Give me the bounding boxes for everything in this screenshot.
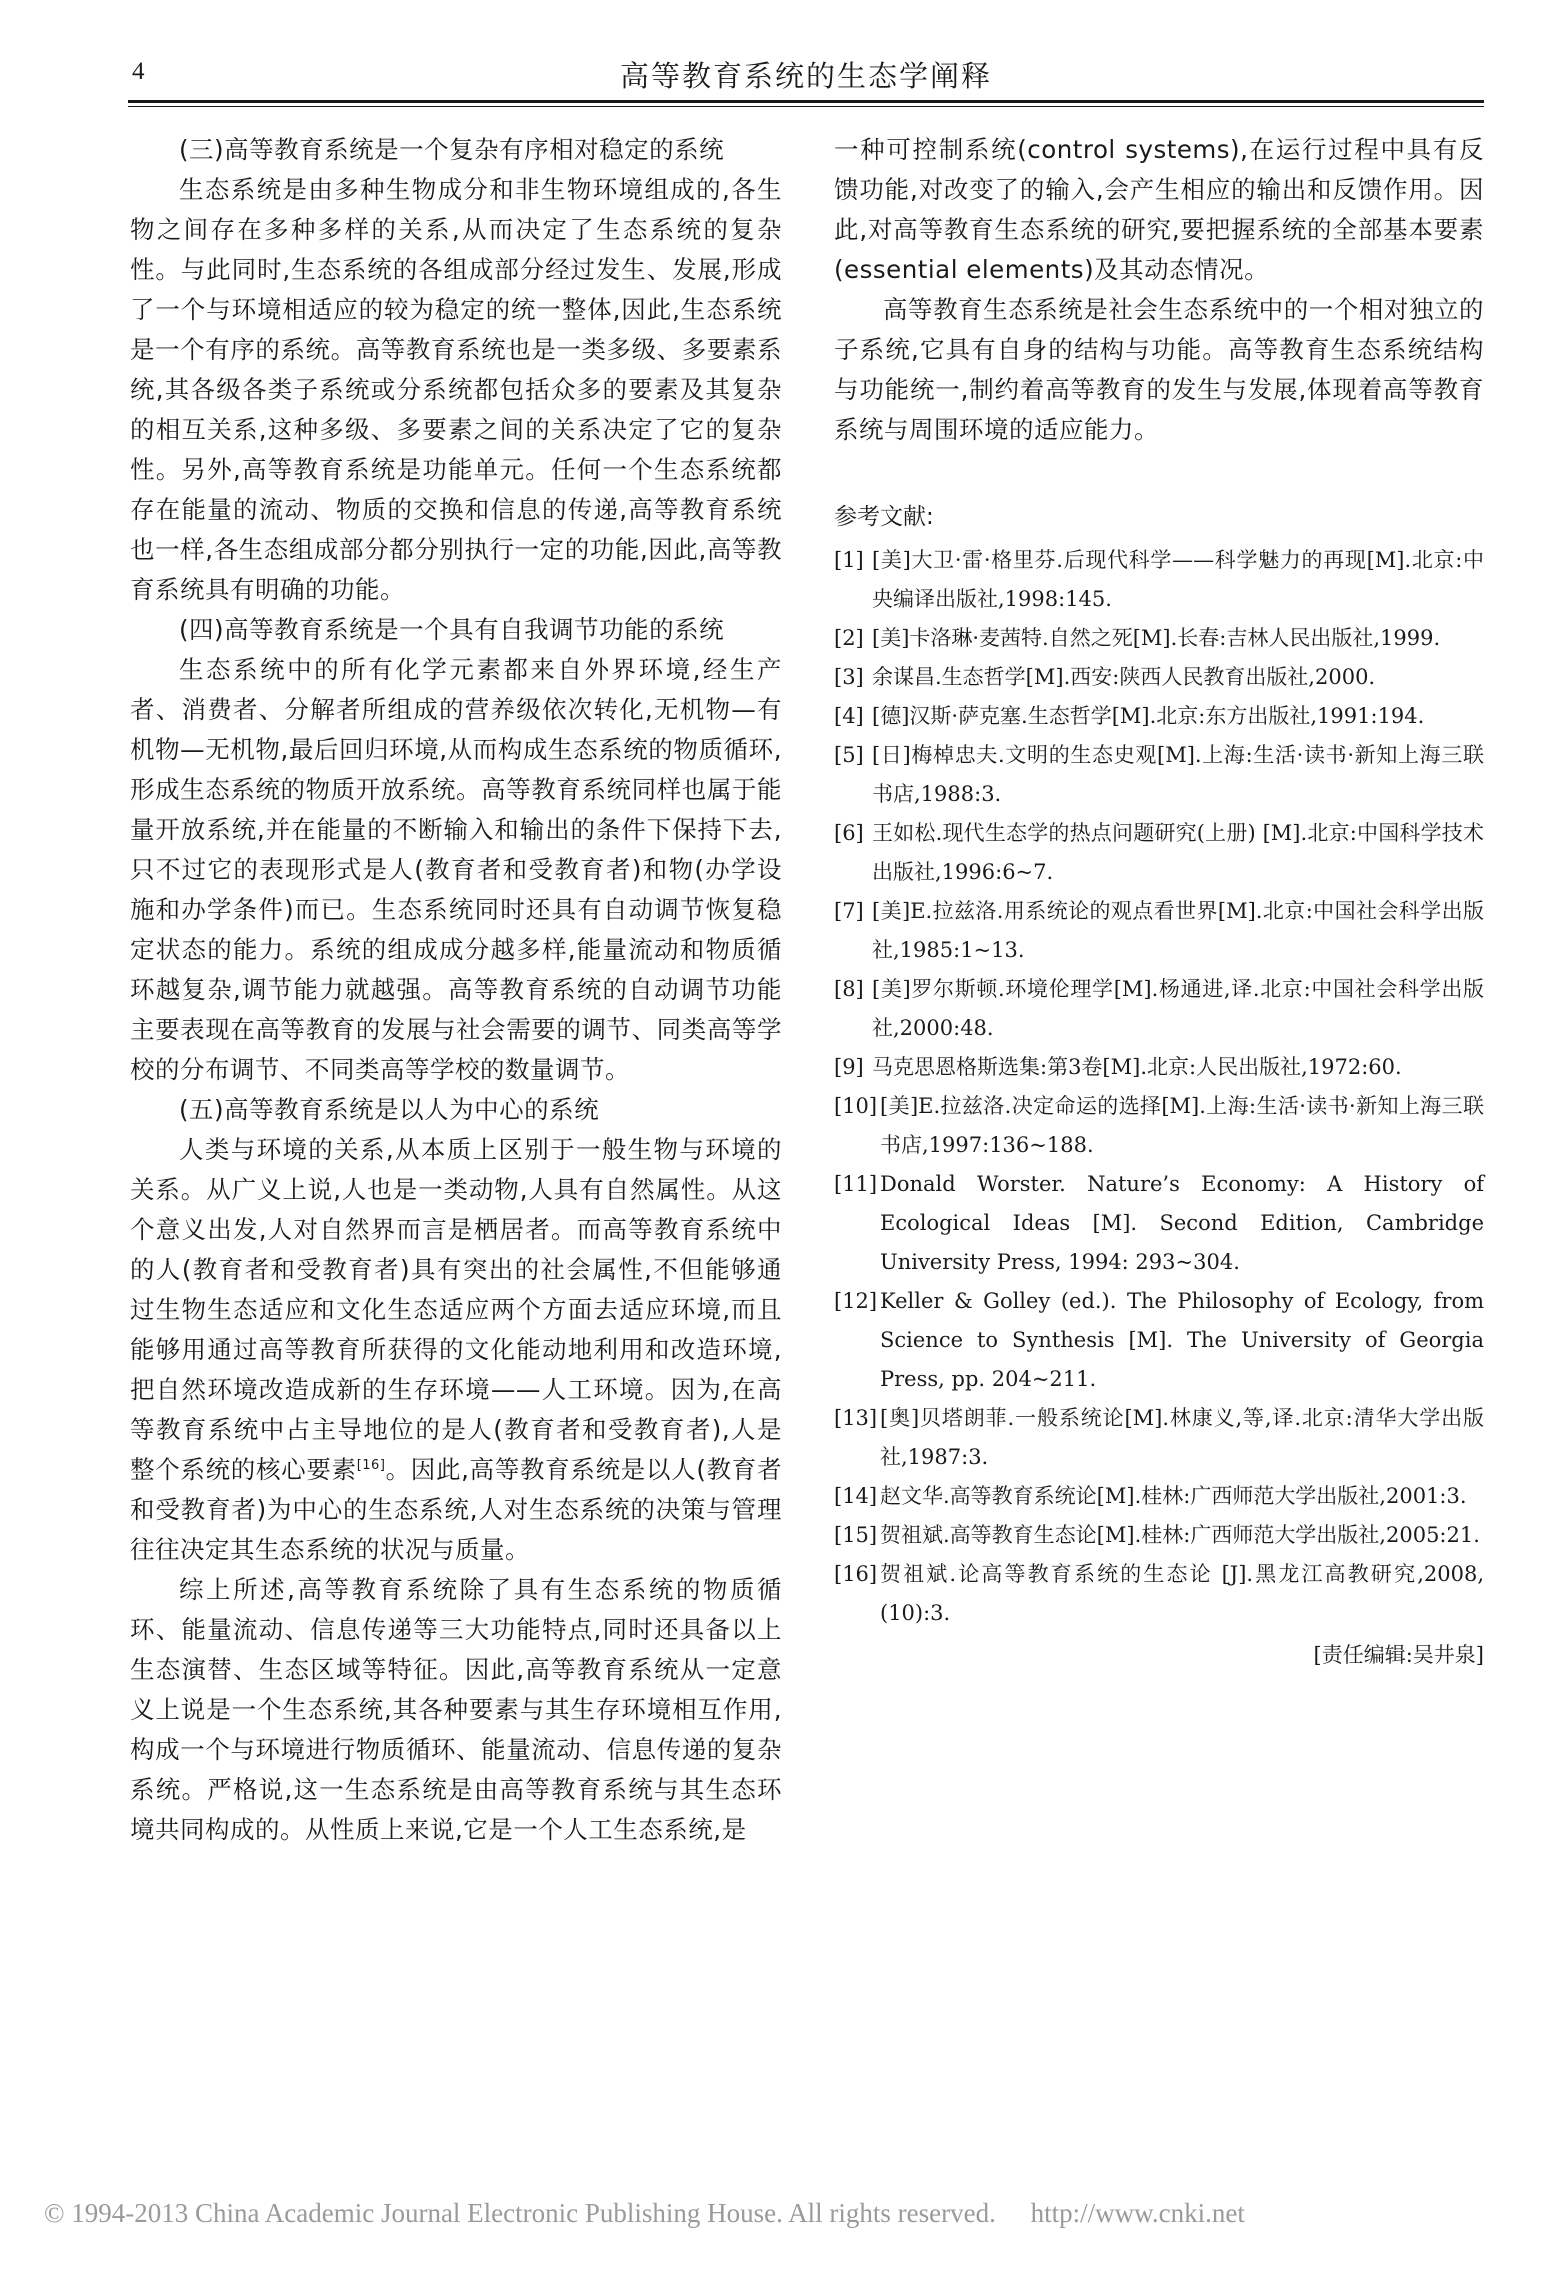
reference-item: [834, 697, 1484, 736]
reference-item: [834, 814, 1484, 892]
left-column: [130, 130, 782, 1850]
reference-text: [美]大卫·雷·格里芬.后现代科学——科学魅力的再现[M].北京:中央编译出版社,1998:145.: [872, 548, 1484, 611]
reference-item: [834, 1282, 1484, 1399]
reference-number: [3]: [834, 665, 864, 689]
reference-number: [14]: [834, 1484, 878, 1508]
reference-text: [美]E.拉兹洛.用系统论的观点看世界[M].北京:中国社会科学出版社,1985:1~13.: [872, 899, 1484, 962]
section-5-text-b: 。因此,高等教育系统是以人(教育者和受教育者)为中心的生态系统,人对生态系统的决策与管理往往决定其生态系统的状况与质量。: [130, 1455, 782, 1564]
copyright-footer: [44, 2198, 1245, 2229]
section-5-paragraph: [130, 1130, 782, 1570]
footer-url-link[interactable]: http://www.cnki.net: [1030, 2198, 1245, 2228]
page-number: 4: [132, 58, 145, 85]
reference-item: [834, 1516, 1484, 1555]
reference-number: [10]: [834, 1094, 878, 1118]
citation-marker[interactable]: [16]: [356, 1457, 386, 1473]
reference-number: [6]: [834, 821, 864, 845]
reference-text: Keller & Golley (ed.). The Philosophy of Ecology, from Science to Synthesis [M]. The University of Georgia Press, pp. 204~211.: [880, 1289, 1484, 1391]
reference-item: [834, 736, 1484, 814]
reference-text: [美]卡洛琳·麦茜特.自然之死[M].长春:吉林人民出版社,1999.: [872, 626, 1441, 650]
reference-number: [4]: [834, 704, 864, 728]
reference-list: [834, 541, 1484, 1633]
reference-text: 赵文华.高等教育系统论[M].桂林:广西师范大学出版社,2001:3.: [880, 1484, 1467, 1508]
reference-text: [美]罗尔斯顿.环境伦理学[M].杨通进,译.北京:中国社会科学出版社,2000:48.: [872, 977, 1484, 1040]
reference-item: [834, 658, 1484, 697]
reference-number: [13]: [834, 1406, 878, 1430]
reference-item: [834, 970, 1484, 1048]
reference-item: [834, 1555, 1484, 1633]
summary-paragraph: 综上所述,高等教育系统除了具有生态系统的物质循环、能量流动、信息传递等三大功能特点,同时还具备以上生态演替、生态区域等特征。因此,高等教育系统从一定意义上说是一个生态系统,其各种要素与其生存环境相互作用,构成一个与环境进行物质循环、能量流动、信息传递的复杂系统。严格说,这一生态系统是由高等教育系统与其生态环境共同构成的。从性质上来说,它是一个人工生态系统,是: [130, 1575, 782, 1844]
right-column: [834, 130, 1484, 1669]
reference-number: [15]: [834, 1523, 878, 1547]
reference-text: [美]E.拉兹洛.决定命运的选择[M].上海:生活·读书·新知上海三联书店,1997:136~188.: [880, 1094, 1484, 1157]
reference-text: [奥]贝塔朗菲.一般系统论[M].林康义,等,译.北京:清华大学出版社,1987:3.: [880, 1406, 1484, 1469]
reference-number: [11]: [834, 1172, 878, 1196]
reference-text: Donald Worster. Nature’s Economy: A History of Ecological Ideas [M]. Second Edition, Cambridge University Press, 1994: 293~304.: [880, 1172, 1484, 1274]
header-rule-thick: [128, 100, 1484, 103]
copyright-text: © 1994-2013 China Academic Journal Electronic Publishing House. All rights reserved.: [44, 2198, 996, 2228]
reference-item: [834, 1165, 1484, 1282]
final-paragraph: 高等教育生态系统是社会生态系统中的一个相对独立的子系统,它具有自身的结构与功能。高等教育生态系统结构与功能统一,制约着高等教育的发生与发展,体现着高等教育系统与周围环境的适应能力。: [834, 295, 1484, 444]
reference-item: [834, 1399, 1484, 1477]
reference-text: [德]汉斯·萨克塞.生态哲学[M].北京:东方出版社,1991:194.: [872, 704, 1425, 728]
section-5-heading: (五)高等教育系统是以人为中心的系统: [179, 1095, 600, 1124]
section-3-paragraph: 生态系统是由多种生物成分和非生物环境组成的,各生物之间存在多种多样的关系,从而决定了生态系统的复杂性。与此同时,生态系统的各组成部分经过发生、发展,形成了一个与环境相适应的较为稳定的统一整体,因此,生态系统是一个有序的系统。高等教育系统也是一类多级、多要素系统,其各级各类子系统或分系统都包括众多的要素及其复杂的相互关系,这种多级、多要素之间的关系决定了它的复杂性。另外,高等教育系统是功能单元。任何一个生态系统都存在能量的流动、物质的交换和信息的传递,高等教育系统也一样,各生态组成部分都分别执行一定的功能,因此,高等教育系统具有明确的功能。: [130, 175, 782, 604]
reference-item: [834, 1477, 1484, 1516]
page-header: [128, 54, 1484, 98]
reference-text: 贺祖斌.论高等教育系统的生态论 [J].黑龙江高教研究,2008,(10):3.: [880, 1562, 1484, 1625]
continued-paragraph: 一种可控制系统(control systems),在运行过程中具有反馈功能,对改变了的输入,会产生相应的输出和反馈作用。因此,对高等教育生态系统的研究,要把握系统的全部基本要素(essential elements)及其动态情况。: [834, 135, 1484, 284]
reference-number: [2]: [834, 626, 864, 650]
references-heading: 参考文献:: [834, 504, 934, 530]
reference-item: [834, 1048, 1484, 1087]
reference-item: [834, 619, 1484, 658]
reference-text: 余谋昌.生态哲学[M].西安:陕西人民教育出版社,2000.: [872, 665, 1376, 689]
section-4-heading: (四)高等教育系统是一个具有自我调节功能的系统: [179, 615, 725, 644]
reference-item: [834, 1087, 1484, 1165]
reference-text: 马克思恩格斯选集:第3卷[M].北京:人民出版社,1972:60.: [872, 1055, 1402, 1079]
reference-item: [834, 541, 1484, 619]
section-4-paragraph: 生态系统中的所有化学元素都来自外界环境,经生产者、消费者、分解者所组成的营养级依次转化,无机物—有机物—无机物,最后回归环境,从而构成生态系统的物质循环,形成生态系统的物质开放系统。高等教育系统同样也属于能量开放系统,并在能量的不断输入和输出的条件下保持下去,只不过它的表现形式是人(教育者和受教育者)和物(办学设施和办学条件)而已。生态系统同时还具有自动调节恢复稳定状态的能力。系统的组成成分越多样,能量流动和物质循环越复杂,调节能力就越强。高等教育系统的自动调节功能主要表现在高等教育的发展与社会需要的调节、同类高等学校的分布调节、不同类高等学校的数量调节。: [130, 655, 782, 1084]
reference-number: [8]: [834, 977, 864, 1001]
section-5-text-a: 人类与环境的关系,从本质上区别于一般生物与环境的关系。从广义上说,人也是一类动物,人具有自然属性。从这个意义出发,人对自然界而言是栖居者。而高等教育系统中的人(教育者和受教育者)具有突出的社会属性,不但能够通过生物生态适应和文化生态适应两个方面去适应环境,而且能够用通过高等教育所获得的文化能动地利用和改造环境,把自然环境改造成新的生存环境——人工环境。因为,在高等教育系统中占主导地位的是人(教育者和受教育者),人是整个系统的核心要素: [130, 1135, 782, 1484]
running-title: 高等教育系统的生态学阐释: [619, 59, 992, 93]
reference-number: [12]: [834, 1289, 878, 1313]
reference-item: [834, 892, 1484, 970]
reference-number: [16]: [834, 1562, 878, 1586]
reference-number: [9]: [834, 1055, 864, 1079]
reference-number: [7]: [834, 899, 864, 923]
responsible-editor: [责任编辑:吴井泉]: [1313, 1643, 1484, 1667]
section-3-heading: (三)高等教育系统是一个复杂有序相对稳定的系统: [179, 135, 725, 164]
header-rule-thin: [128, 106, 1484, 107]
reference-text: 贺祖斌.高等教育生态论[M].桂林:广西师范大学出版社,2005:21.: [880, 1523, 1480, 1547]
reference-number: [1]: [834, 548, 864, 572]
reference-text: 王如松.现代生态学的热点问题研究(上册) [M].北京:中国科学技术出版社,1996:6~7.: [872, 821, 1484, 884]
reference-text: [日]梅棹忠夫.文明的生态史观[M].上海:生活·读书·新知上海三联书店,1988:3.: [872, 743, 1484, 806]
reference-number: [5]: [834, 743, 864, 767]
